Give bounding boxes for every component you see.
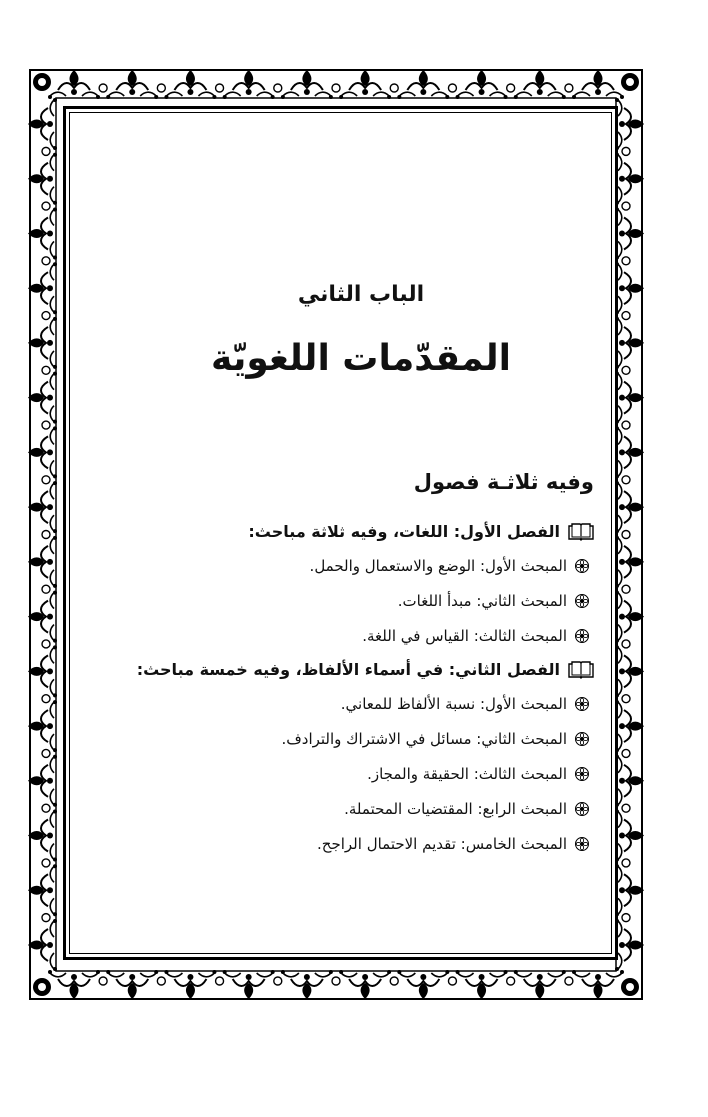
flower-icon — [574, 696, 590, 712]
chapter-2-title: الفصل الثاني: في أسماء الألفاظ، وفيه خمسة مباحث: — [136, 659, 560, 679]
intro-text: وفيه ثلاثـة فصول — [413, 470, 594, 494]
list-item — [94, 756, 594, 791]
chapter-1 — [94, 515, 594, 548]
list-item — [94, 826, 594, 861]
flower-icon — [574, 766, 590, 782]
section-label: المبحث الأول: نسبة الألفاظ للمعاني. — [340, 694, 567, 713]
flower-icon — [574, 801, 590, 817]
part-title: المقدّمات اللغويّة — [210, 338, 511, 379]
list-item — [94, 686, 594, 721]
flower-icon — [574, 593, 590, 609]
list-item — [94, 791, 594, 826]
book-icon — [568, 523, 594, 541]
flower-icon — [574, 558, 590, 574]
section-label: المبحث الخامس: تقديم الاحتمال الراجح. — [317, 834, 567, 853]
book-icon — [568, 661, 594, 679]
chapter-1-title: الفصل الأول: اللغات، وفيه ثلاثة مباحث: — [248, 521, 560, 541]
section-label: المبحث الرابع: المقتضيات المحتملة. — [344, 799, 567, 818]
chapter-2 — [94, 653, 594, 686]
table-of-contents — [94, 515, 594, 861]
section-label: المبحث الثالث: القياس في اللغة. — [362, 626, 567, 645]
section-label: المبحث الأول: الوضع والاستعمال والحمل. — [309, 556, 567, 575]
section-label: المبحث الثاني: مبدأ اللغات. — [397, 591, 567, 610]
part-label: الباب الثاني — [297, 282, 425, 307]
list-item — [94, 583, 594, 618]
list-item — [94, 721, 594, 756]
flower-icon — [574, 836, 590, 852]
flower-icon — [574, 731, 590, 747]
section-label: المبحث الثالث: الحقيقة والمجاز. — [367, 764, 567, 783]
list-item — [94, 618, 594, 653]
list-item — [94, 548, 594, 583]
page-content — [90, 110, 602, 950]
section-label: المبحث الثاني: مسائل في الاشتراك والترادف. — [281, 729, 567, 748]
flower-icon — [574, 628, 590, 644]
